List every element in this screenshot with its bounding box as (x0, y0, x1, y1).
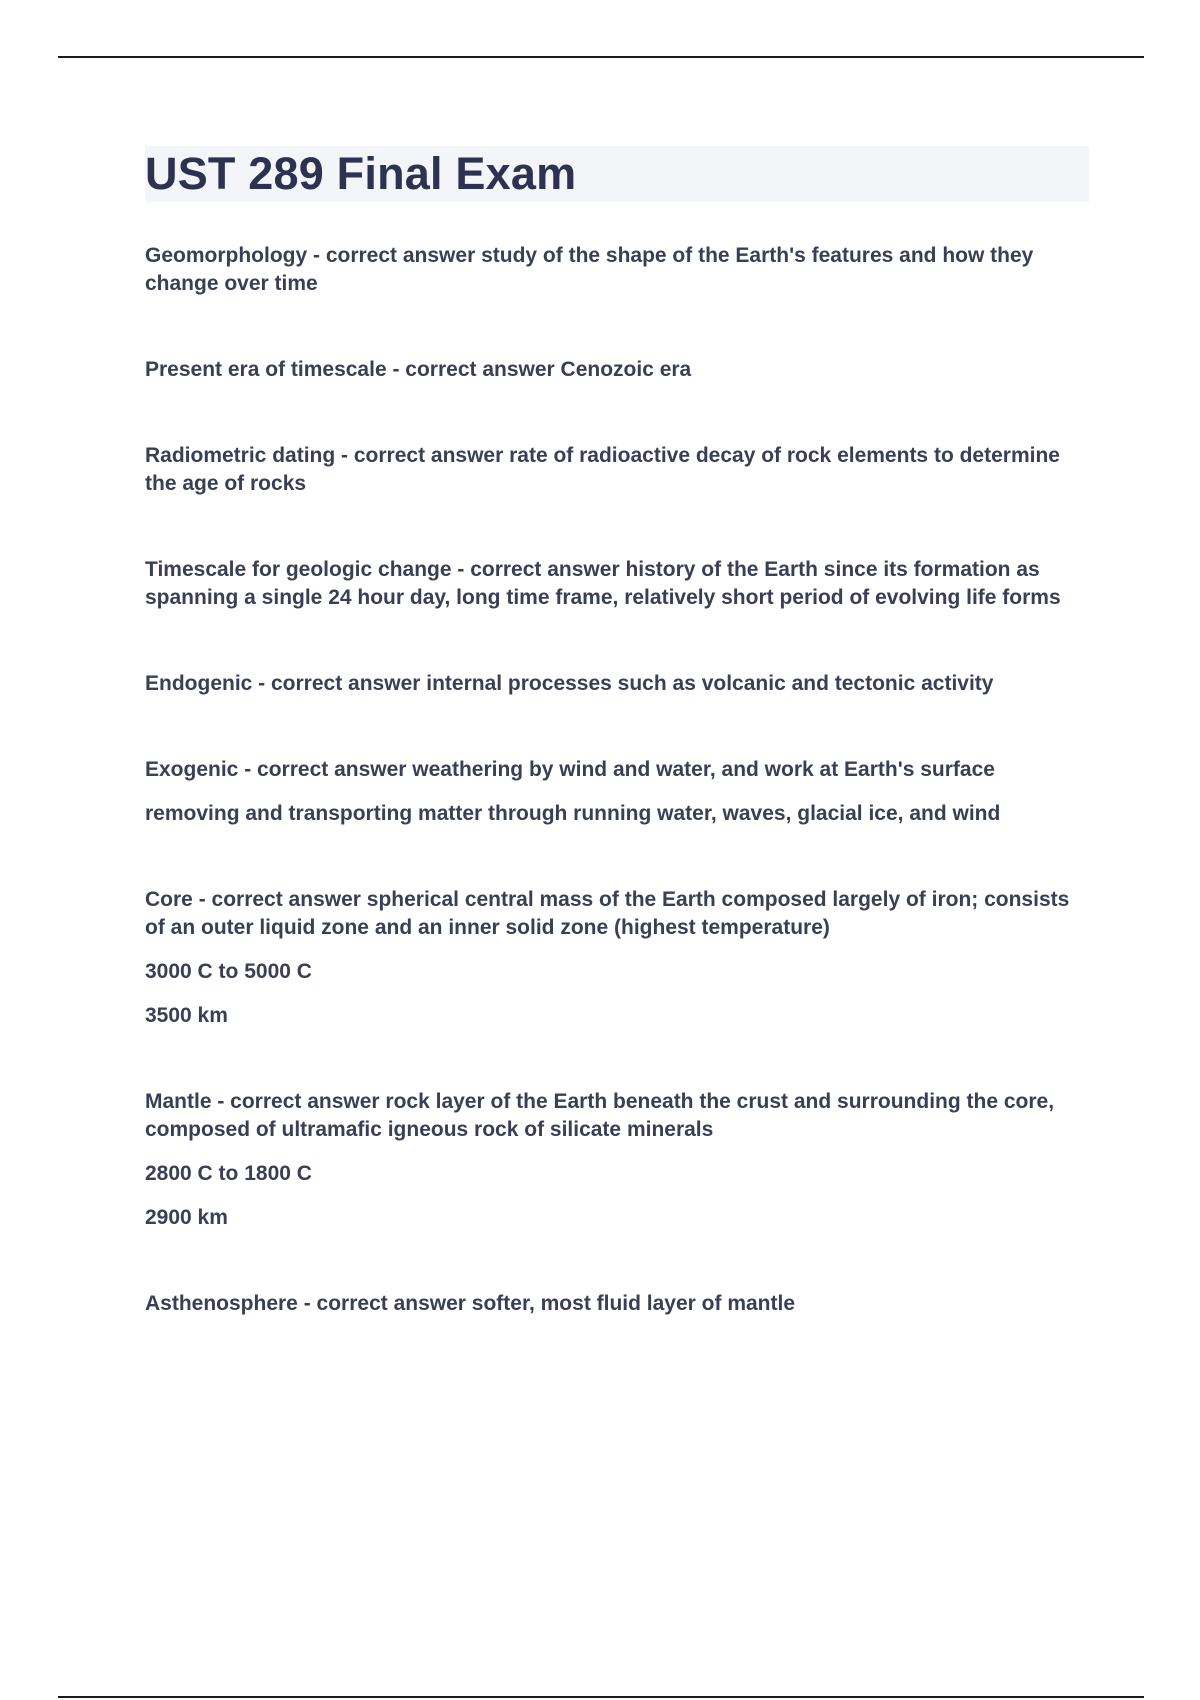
bottom-rule (58, 1696, 1144, 1698)
entry-definition (145, 670, 1089, 698)
entry-term: Timescale for geologic change (145, 558, 452, 581)
entry-answer: Cenozoic era (560, 358, 692, 381)
flashcard-entry (145, 670, 1089, 698)
entry-separator: - correct answer (307, 244, 482, 267)
entry-definition (145, 1290, 1089, 1318)
entry-definition (145, 556, 1089, 612)
entry-term: Asthenosphere (145, 1292, 298, 1315)
entry-term: Geomorphology (145, 244, 308, 267)
entry-separator: - correct answer (238, 758, 413, 781)
entry-separator: - correct answer (335, 444, 510, 467)
entry-detail: 3500 km (145, 1004, 228, 1027)
entry-term: Endogenic (145, 672, 253, 695)
entry-answer: study of the shape of the Earth's features and how they change over time (145, 244, 1034, 295)
flashcard-entry (145, 1088, 1089, 1232)
entry-separator: - correct answer (252, 672, 427, 695)
entry-definition (145, 886, 1089, 942)
entry-answer: internal processes such as volcanic and tectonic activity (426, 672, 994, 695)
flashcard-entry (145, 556, 1089, 612)
flashcard-entry (145, 356, 1089, 384)
entry-term: Exogenic (145, 758, 239, 781)
entry-term: Core (145, 888, 193, 911)
entry-separator: - correct answer (211, 1090, 386, 1113)
entry-separator: - correct answer (451, 558, 626, 581)
entry-term: Radiometric dating (145, 444, 336, 467)
entry-answer: spherical central mass of the Earth composed largely of iron; consists of an outer liquid zone and an inner solid zone (highest temperature) (145, 888, 1070, 939)
flashcard-entry (145, 756, 1089, 828)
entry-term: Mantle (145, 1090, 212, 1113)
flashcard-entry (145, 442, 1089, 498)
entry-definition (145, 1088, 1089, 1144)
flashcard-entry (145, 1290, 1089, 1318)
page-title: UST 289 Final Exam (145, 148, 577, 199)
entry-term: Present era of timescale (145, 358, 387, 381)
entry-separator: - correct answer (297, 1292, 472, 1315)
entry-definition (145, 356, 1089, 384)
flashcard-list (145, 242, 1089, 1318)
entry-answer: history of the Earth since its formation as spanning a single 24 hour day, long time frame, relatively short period of evolving life forms (145, 558, 1061, 609)
entry-separator: - correct answer (386, 358, 561, 381)
entry-definition (145, 242, 1089, 298)
flashcard-entry (145, 242, 1089, 298)
entry-answer: rate of radioactive decay of rock elements to determine the age of rocks (145, 444, 1060, 495)
entry-detail: 2900 km (145, 1206, 228, 1229)
entry-detail: 2800 C to 1800 C (145, 1162, 312, 1185)
entry-answer: weathering by wind and water, and work at Earth's surface (412, 758, 995, 781)
entry-separator: - correct answer (192, 888, 367, 911)
entry-answer: softer, most fluid layer of mantle (471, 1292, 796, 1315)
entry-detail: 3000 C to 5000 C (145, 960, 312, 983)
entry-definition (145, 756, 1089, 784)
entry-detail: removing and transporting matter through running water, waves, glacial ice, and wind (145, 802, 1001, 825)
entry-answer: rock layer of the Earth beneath the crust and surrounding the core, composed of ultramafic igneous rock of silicate minerals (145, 1090, 1055, 1141)
entry-definition (145, 442, 1089, 498)
top-rule (58, 56, 1144, 58)
flashcard-entry (145, 886, 1089, 1030)
